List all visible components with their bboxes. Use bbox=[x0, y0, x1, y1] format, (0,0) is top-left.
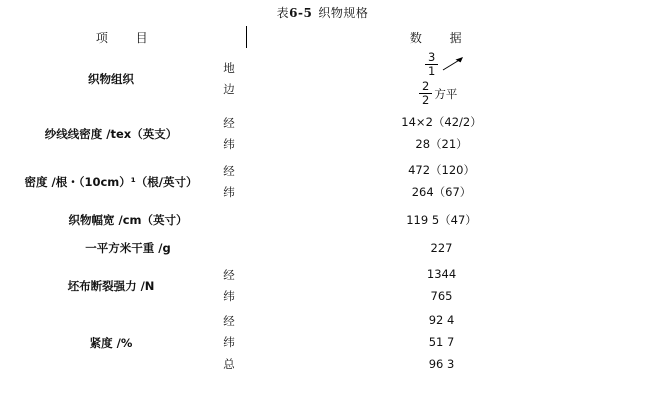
table-row bbox=[10, 262, 637, 310]
row-item-label: 紧度 /% bbox=[89, 336, 133, 350]
row-values bbox=[246, 206, 637, 234]
row-value: 472（120） bbox=[408, 163, 475, 178]
row-value: 765 bbox=[430, 289, 453, 303]
table-row bbox=[10, 110, 637, 158]
row-values bbox=[246, 262, 637, 310]
row-sub-labels bbox=[212, 48, 246, 110]
caption-label: 表 bbox=[276, 6, 290, 20]
row-value: 51 7 bbox=[428, 335, 455, 350]
row-value: 119 5（47） bbox=[406, 213, 477, 227]
row-value: 1344 bbox=[426, 267, 457, 282]
weave-top bbox=[419, 51, 464, 78]
sub-label: 总 bbox=[223, 356, 235, 371]
weave-fraction-bottom bbox=[419, 80, 432, 107]
row-value: 264（67） bbox=[411, 185, 472, 199]
weave-bottom bbox=[419, 80, 464, 107]
row-value: 92 4 bbox=[428, 313, 455, 328]
sub-label: 纬 bbox=[223, 289, 235, 303]
sub-label: 经 bbox=[223, 267, 235, 282]
table-header-row bbox=[10, 26, 637, 48]
sub-label: 纬 bbox=[223, 185, 235, 199]
table-caption bbox=[0, 4, 645, 21]
table-row bbox=[10, 234, 637, 262]
row-values bbox=[246, 158, 637, 206]
row-sub-labels bbox=[212, 158, 246, 206]
table-row bbox=[10, 206, 637, 234]
row-values bbox=[246, 48, 637, 110]
row-value: 227 bbox=[430, 241, 453, 255]
header-data: 数 据 bbox=[409, 30, 474, 45]
row-value: 14×2（42/2） bbox=[401, 115, 482, 130]
weave-notation bbox=[419, 51, 464, 108]
row-item-label: 坯布断裂强力 /N bbox=[67, 279, 155, 293]
row-item-label: 织物幅宽 /cm（英寸） bbox=[68, 213, 188, 227]
sub-label: 经 bbox=[223, 314, 235, 329]
row-sub-labels bbox=[212, 262, 246, 310]
row-values bbox=[246, 234, 637, 262]
table-row bbox=[10, 310, 637, 376]
row-sub-labels bbox=[212, 310, 246, 376]
row-item-label: 一平方米干重 /g bbox=[85, 241, 171, 255]
sub-label: 纬 bbox=[223, 137, 235, 151]
row-values bbox=[246, 310, 637, 376]
header-item: 项 目 bbox=[95, 30, 160, 45]
row-item-label: 密度 /根・（10cm）¹（根/英寸） bbox=[24, 175, 198, 189]
sub-label: 地 bbox=[223, 60, 235, 75]
sub-label: 经 bbox=[223, 115, 235, 130]
row-value: 28（21） bbox=[415, 137, 468, 151]
arrow-up-right-icon bbox=[442, 57, 464, 71]
caption-number: 6-5 bbox=[289, 6, 313, 20]
row-item-label: 织物组织 bbox=[88, 72, 134, 86]
sub-label: 边 bbox=[223, 82, 235, 96]
row-item-label: 纱线线密度 /tex（英支） bbox=[44, 127, 178, 141]
row-values bbox=[246, 110, 637, 158]
sub-label: 纬 bbox=[223, 335, 235, 350]
weave-fraction-top bbox=[425, 51, 438, 78]
caption-title: 织物规格 bbox=[318, 6, 369, 20]
weave-top-denominator: 1 bbox=[425, 64, 438, 78]
sub-label: 经 bbox=[223, 163, 235, 178]
weave-bottom-numerator: 2 bbox=[422, 79, 430, 93]
weave-suffix: 方平 bbox=[434, 86, 458, 101]
row-value: 96 3 bbox=[428, 356, 455, 371]
weave-top-numerator: 3 bbox=[428, 49, 436, 64]
weave-bottom-denominator: 2 bbox=[419, 93, 432, 107]
table-row bbox=[10, 48, 637, 110]
table-row bbox=[10, 158, 637, 206]
row-sub-labels bbox=[212, 110, 246, 158]
fabric-spec-table bbox=[10, 26, 637, 376]
